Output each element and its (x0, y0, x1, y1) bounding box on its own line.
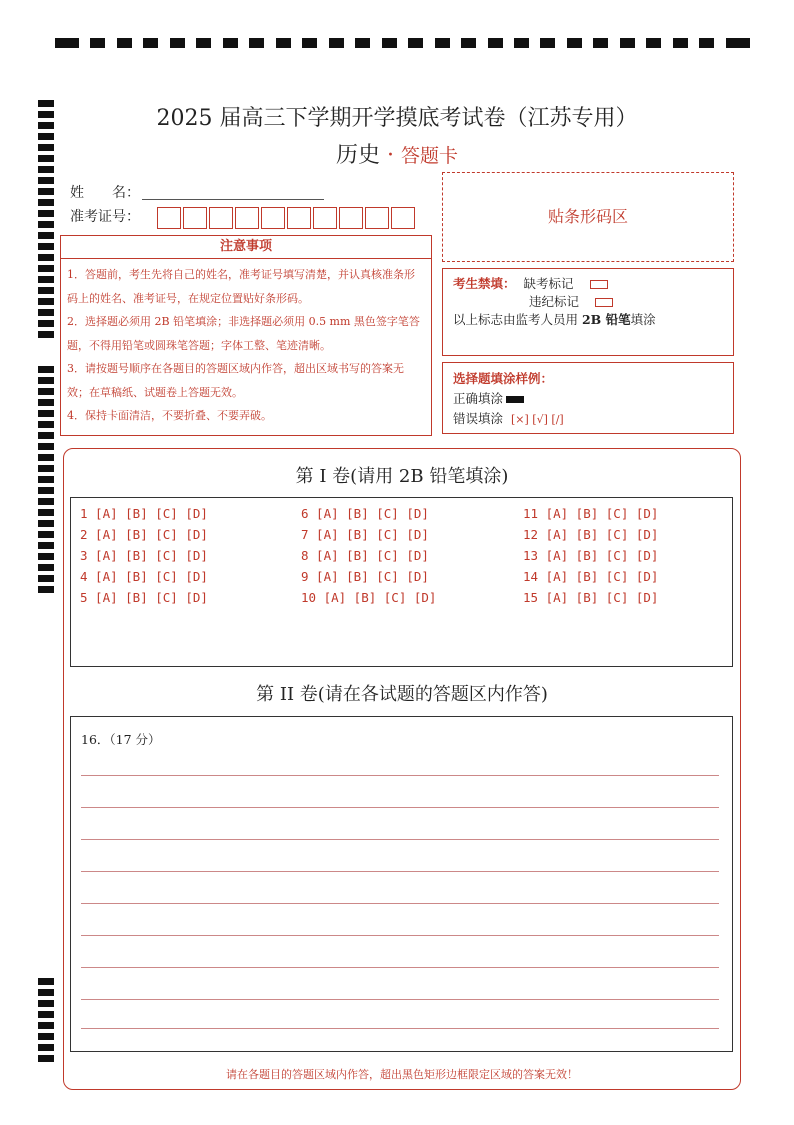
timing-mark (38, 331, 54, 338)
id-box[interactable] (157, 207, 181, 229)
timing-mark (55, 38, 79, 48)
timing-mark (249, 38, 264, 48)
violation-label: 违纪标记 (529, 294, 580, 309)
timing-mark (699, 38, 714, 48)
id-box[interactable] (235, 207, 259, 229)
id-box[interactable] (183, 207, 207, 229)
absent-mark[interactable] (590, 280, 608, 289)
wrong-marks: [×] [√] [/] (511, 413, 564, 426)
side-timing-marks-middle (38, 366, 54, 593)
choice-row[interactable]: 5 [A] [B] [C] [D] (80, 590, 208, 605)
timing-mark (38, 443, 54, 450)
timing-mark (38, 465, 54, 472)
choice-row[interactable]: 3 [A] [B] [C] [D] (80, 548, 208, 563)
choice-row[interactable]: 1 [A] [B] [C] [D] (80, 506, 208, 521)
timing-mark (38, 989, 54, 996)
fill-sample-box (442, 362, 734, 434)
timing-mark (514, 38, 529, 48)
notice-item: 1．答题前，考生先将自己的姓名，准考证号填写清楚，并认真核准条形码上的姓名、准考证号，在规定位置贴好条形码。 (67, 268, 415, 305)
choice-row[interactable]: 13 [A] [B] [C] [D] (523, 548, 659, 563)
writing-line (81, 871, 719, 872)
timing-mark (408, 38, 423, 48)
timing-mark (90, 38, 105, 48)
choice-row[interactable]: 14 [A] [B] [C] [D] (523, 569, 659, 584)
absent-label: 缺考标记 (523, 276, 574, 291)
timing-mark (223, 38, 238, 48)
timing-mark (435, 38, 450, 48)
timing-mark (593, 38, 608, 48)
timing-mark (38, 377, 54, 384)
writing-line (81, 935, 719, 936)
timing-mark (38, 254, 54, 261)
timing-mark (726, 38, 750, 48)
timing-mark (38, 520, 54, 527)
choice-row[interactable]: 7 [A] [B] [C] [D] (301, 527, 429, 542)
timing-mark (38, 542, 54, 549)
choice-row[interactable]: 8 [A] [B] [C] [D] (301, 548, 429, 563)
essay-answer-box[interactable] (70, 716, 733, 1052)
part1-title: 第 I 卷(请用 2B 铅笔填涂) (295, 466, 509, 487)
timing-mark (38, 298, 54, 305)
timing-mark (38, 531, 54, 538)
timing-mark (620, 38, 635, 48)
choice-row[interactable]: 9 [A] [B] [C] [D] (301, 569, 429, 584)
timing-mark (38, 232, 54, 239)
sample-title: 选择题填涂样例： (453, 371, 554, 386)
exam-title: 2025 届高三下学期开学摸底考试卷（江苏专用） (156, 106, 638, 131)
choice-column (523, 503, 733, 608)
id-box[interactable] (287, 207, 311, 229)
timing-mark (461, 38, 476, 48)
timing-mark (38, 553, 54, 560)
choice-row[interactable]: 4 [A] [B] [C] [D] (80, 569, 208, 584)
timing-mark (196, 38, 211, 48)
timing-mark (117, 38, 132, 48)
choice-column (80, 503, 290, 608)
correct-fill-mark (506, 396, 524, 403)
timing-mark (38, 388, 54, 395)
choice-row[interactable]: 6 [A] [B] [C] [D] (301, 506, 429, 521)
barcode-area (442, 172, 734, 262)
id-box[interactable] (313, 207, 337, 229)
timing-mark (38, 421, 54, 428)
subject-dot: · (387, 143, 394, 168)
timing-mark (38, 476, 54, 483)
forbid-note-post: 填涂 (630, 312, 656, 327)
name-field[interactable] (142, 199, 324, 200)
notice-item: 4．保持卡面清洁，不要折叠、不要弄破。 (67, 409, 272, 422)
barcode-label: 贴条形码区 (547, 207, 628, 226)
subject-heading (0, 138, 794, 169)
writing-line (81, 1028, 719, 1029)
timing-mark (488, 38, 503, 48)
timing-mark (382, 38, 397, 48)
timing-mark (38, 1011, 54, 1018)
timing-mark (170, 38, 185, 48)
timing-mark (38, 498, 54, 505)
timing-mark (38, 199, 54, 206)
part2-title: 第 II 卷(请在各试题的答题区内作答) (256, 684, 548, 705)
choice-row[interactable]: 15 [A] [B] [C] [D] (523, 590, 659, 605)
top-timing-marks (55, 38, 750, 50)
timing-mark (38, 410, 54, 417)
id-box[interactable] (209, 207, 233, 229)
timing-mark (38, 432, 54, 439)
side-timing-marks-lower (38, 978, 54, 1062)
timing-mark (38, 1000, 54, 1007)
timing-mark (38, 978, 54, 985)
timing-mark (38, 1044, 54, 1051)
side-timing-marks-upper (38, 100, 54, 338)
timing-mark (38, 586, 54, 593)
forbid-note-bold: 2B 铅笔 (581, 312, 631, 327)
timing-mark (38, 320, 54, 327)
writing-line (81, 775, 719, 776)
timing-mark (38, 454, 54, 461)
timing-mark (38, 309, 54, 316)
id-label: 准考证号： (70, 209, 140, 225)
writing-line (81, 839, 719, 840)
timing-mark (38, 276, 54, 283)
timing-mark (38, 243, 54, 250)
timing-mark (38, 221, 54, 228)
timing-mark (646, 38, 661, 48)
forbid-label: 考生禁填： (453, 276, 516, 291)
choice-row[interactable]: 11 [A] [B] [C] [D] (523, 506, 659, 521)
timing-mark (143, 38, 158, 48)
writing-line (81, 903, 719, 904)
name-label: 姓 名： (70, 185, 140, 201)
timing-mark (38, 575, 54, 582)
notice-item: 3．请按题号顺序在各题目的答题区域内作答，超出区域书写的答案无效；在草稿纸、试题卷上答题无效。 (67, 362, 404, 399)
timing-mark (302, 38, 317, 48)
timing-mark (38, 188, 54, 195)
forbid-note-pre: 以上标志由监考人员用 (453, 312, 582, 327)
timing-mark (38, 366, 54, 373)
timing-mark (38, 1055, 54, 1062)
id-box[interactable] (365, 207, 389, 229)
timing-mark (567, 38, 582, 48)
timing-mark (38, 210, 54, 217)
timing-mark (276, 38, 291, 48)
notice-body (60, 258, 432, 436)
sheet-label: 答题卡 (401, 145, 459, 167)
notice-title: 注意事项 (60, 235, 432, 259)
writing-line (81, 807, 719, 808)
id-box[interactable] (391, 207, 415, 229)
choice-row[interactable]: 2 [A] [B] [C] [D] (80, 527, 208, 542)
timing-mark (38, 1022, 54, 1029)
id-number-boxes[interactable] (157, 207, 417, 229)
timing-mark (38, 487, 54, 494)
timing-mark (673, 38, 688, 48)
notice-item: 2．选择题必须用 2B 铅笔填涂；非选择题必须用 0.5 mm 黑色签字笔答题，不得用铅笔或圆珠笔答题；字体工整、笔迹清晰。 (67, 315, 420, 352)
footer-warning: 请在各题目的答题区域内作答，超出黑色矩形边框限定区域的答案无效！ (226, 1068, 578, 1081)
correct-label: 正确填涂 (453, 391, 504, 406)
choice-row[interactable]: 10 [A] [B] [C] [D] (301, 590, 437, 605)
choice-column (301, 503, 511, 608)
timing-mark (38, 1033, 54, 1040)
timing-mark (540, 38, 555, 48)
timing-mark (38, 265, 54, 272)
timing-mark (329, 38, 344, 48)
question-16-label: 16．（17 分） (81, 732, 161, 747)
id-box[interactable] (261, 207, 285, 229)
proctor-only-box (442, 268, 734, 356)
violation-mark[interactable] (595, 298, 613, 307)
subject-name: 历史 (335, 143, 380, 168)
writing-line (81, 999, 719, 1000)
timing-mark (355, 38, 370, 48)
wrong-label: 错误填涂 (453, 411, 504, 426)
timing-mark (38, 564, 54, 571)
id-box[interactable] (339, 207, 363, 229)
timing-mark (38, 509, 54, 516)
timing-mark (38, 177, 54, 184)
writing-line (81, 967, 719, 968)
timing-mark (38, 287, 54, 294)
timing-mark (38, 399, 54, 406)
choice-row[interactable]: 12 [A] [B] [C] [D] (523, 527, 659, 542)
